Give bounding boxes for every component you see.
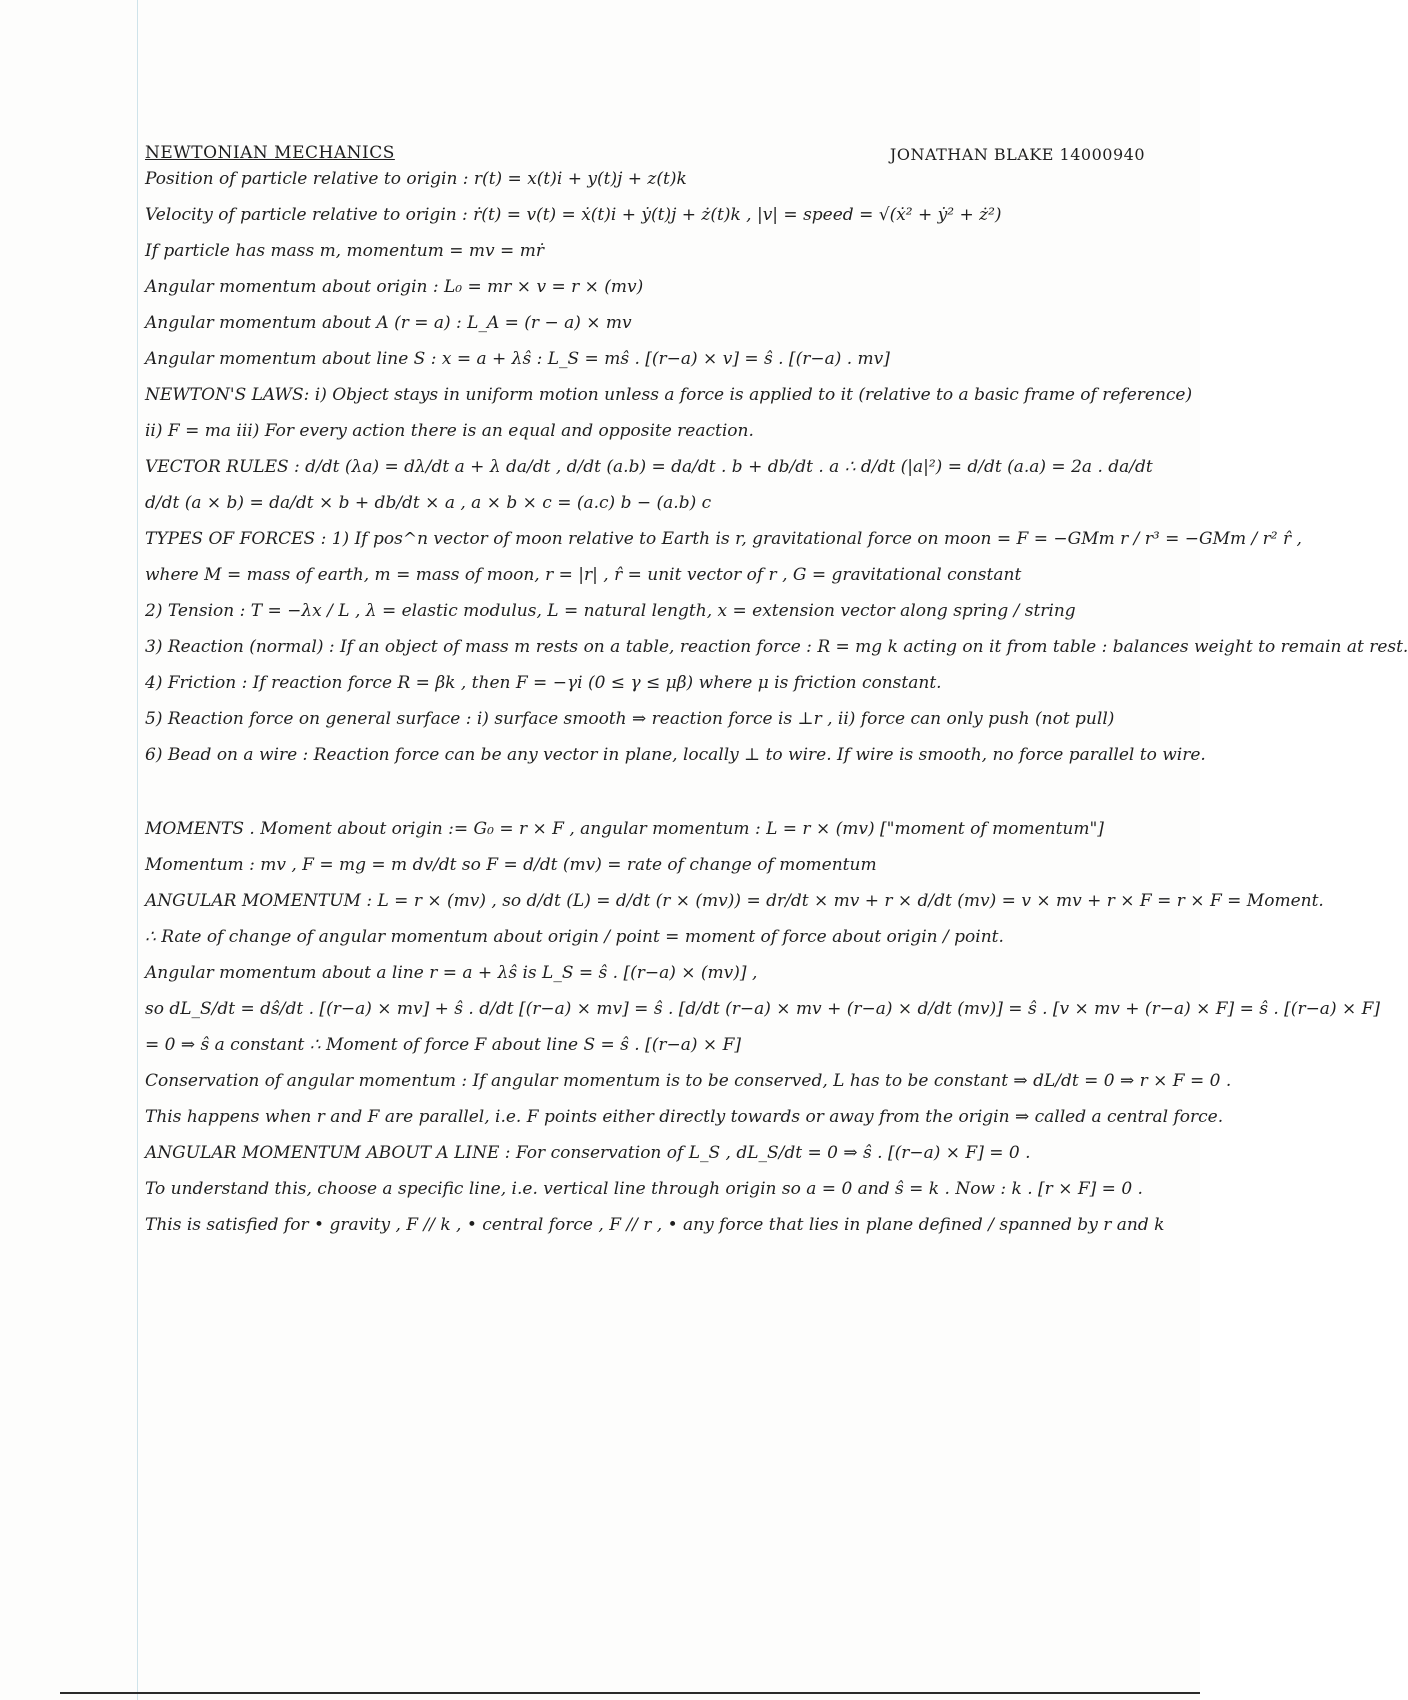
note-line: To understand this, choose a specific line, i.e. vertical line through origin so a = 0 and ŝ = k . Now : k . [r × F] = 0 . <box>145 1179 1143 1199</box>
note-line: = 0 ⇒ ŝ a constant ∴ Moment of force F about line S = ŝ . [(r−a) × F] <box>145 1035 741 1055</box>
handwritten-notes <box>145 128 1408 1246</box>
note-line: ii) F = ma iii) For every action there is an equal and opposite reaction. <box>145 421 754 441</box>
bottom-rule <box>60 1692 1200 1694</box>
note-line: 4) Friction : If reaction force R = βk , then F = −γi (0 ≤ γ ≤ μβ) where μ is friction constant. <box>145 673 942 693</box>
newtons-laws-line: NEWTON'S LAWS: i) Object stays in uniform motion unless a force is applied to it (relative to a basic frame of reference) <box>145 385 1193 405</box>
note-line: If particle has mass m, momentum = mv = mṙ <box>145 241 544 261</box>
angular-momentum-line: ANGULAR MOMENTUM : L = r × (mv) , so d/dt (L) = d/dt (r × (mv)) = dr/dt × mv + r × d/dt (mv) = v × mv + r × F = r × F = Moment. <box>145 891 1324 911</box>
note-line: Angular momentum about origin : L₀ = mr × v = r × (mv) <box>145 277 644 297</box>
note-line: Angular momentum about A (r = a) : L_A = (r − a) × mv <box>145 313 632 333</box>
angular-momentum-line-heading: ANGULAR MOMENTUM ABOUT A LINE : For conservation of L_S , dL_S/dt = 0 ⇒ ŝ . [(r−a) × F] = 0 . <box>145 1143 1031 1163</box>
note-line: 5) Reaction force on general surface : i) surface smooth ⇒ reaction force is ⊥r , ii) force can only push (not pull) <box>145 709 1115 729</box>
note-line: Velocity of particle relative to origin : ṙ(t) = v(t) = ẋ(t)i + ẏ(t)j + ż(t)k , |v| = speed = √(ẋ² + ẏ² + ż²) <box>145 205 1002 225</box>
note-line: ∴ Rate of change of angular momentum about origin / point = moment of force about origin / point. <box>145 927 1004 947</box>
note-line: Angular momentum about line S : x = a + λŝ : L_S = mŝ . [(r−a) × v] = ŝ . [(r−a) . mv] <box>145 349 890 369</box>
note-line: Momentum : mv , F = mg = m dv/dt so F = d/dt (mv) = rate of change of momentum <box>145 855 877 875</box>
note-line: This happens when r and F are parallel, i.e. F points either directly towards or away from the origin ⇒ called a central force. <box>145 1107 1224 1127</box>
note-line: 2) Tension : T = −λx / L , λ = elastic modulus, L = natural length, x = extension vector along spring / string <box>145 601 1076 621</box>
header-row <box>145 128 1175 164</box>
conservation-line: Conservation of angular momentum : If angular momentum is to be conserved, L has to be constant ⇒ dL/dt = 0 ⇒ r × F = 0 . <box>145 1071 1232 1091</box>
note-line: 3) Reaction (normal) : If an object of mass m rests on a table, reaction force : R = mg k acting on it from table : balances weight to remain at rest. <box>145 637 1408 657</box>
vector-rules-line: VECTOR RULES : d/dt (λa) = dλ/dt a + λ da/dt , d/dt (a.b) = da/dt . b + db/dt . a ∴ d/dt (|a|²) = d/dt (a.a) = 2a . da/dt <box>145 457 1153 477</box>
note-line: This is satisfied for • gravity , F // k , • central force , F // r , • any force that lies in plane defined / spanned by r and k <box>145 1215 1165 1235</box>
types-of-forces-line: TYPES OF FORCES : 1) If pos^n vector of moon relative to Earth is r, gravitational force on moon = F = −GMm r / r³ = −GMm / r² r̂ , <box>145 529 1302 549</box>
note-line: d/dt (a × b) = da/dt × b + db/dt × a , a × b × c = (a.c) b − (a.b) c <box>145 493 712 513</box>
note-line: Angular momentum about a line r = a + λŝ is L_S = ŝ . [(r−a) × (mv)] , <box>145 963 758 983</box>
note-line: so dL_S/dt = dŝ/dt . [(r−a) × mv] + ŝ . d/dt [(r−a) × mv] = ŝ . [d/dt (r−a) × mv + (r−a) × d/dt (mv)] = ŝ . [v × mv + (r−a) × F] = ŝ . [(r−a) × F] <box>145 999 1381 1019</box>
note-line: Position of particle relative to origin : r(t) = x(t)i + y(t)j + z(t)k <box>145 169 687 189</box>
margin-line <box>137 0 138 1700</box>
section-gap <box>145 776 1175 814</box>
page-title: NEWTONIAN MECHANICS <box>145 143 395 164</box>
moments-line: MOMENTS . Moment about origin := G₀ = r × F , angular momentum : L = r × (mv) ["moment of momentum"] <box>145 819 1104 839</box>
author-name: JONATHAN BLAKE 14000940 <box>889 144 1145 164</box>
note-line: 6) Bead on a wire : Reaction force can be any vector in plane, locally ⊥ to wire. If wire is smooth, no force parallel to wire. <box>145 745 1206 765</box>
note-line: where M = mass of earth, m = mass of moon, r = |r| , r̂ = unit vector of r , G = gravitational constant <box>145 565 1022 585</box>
